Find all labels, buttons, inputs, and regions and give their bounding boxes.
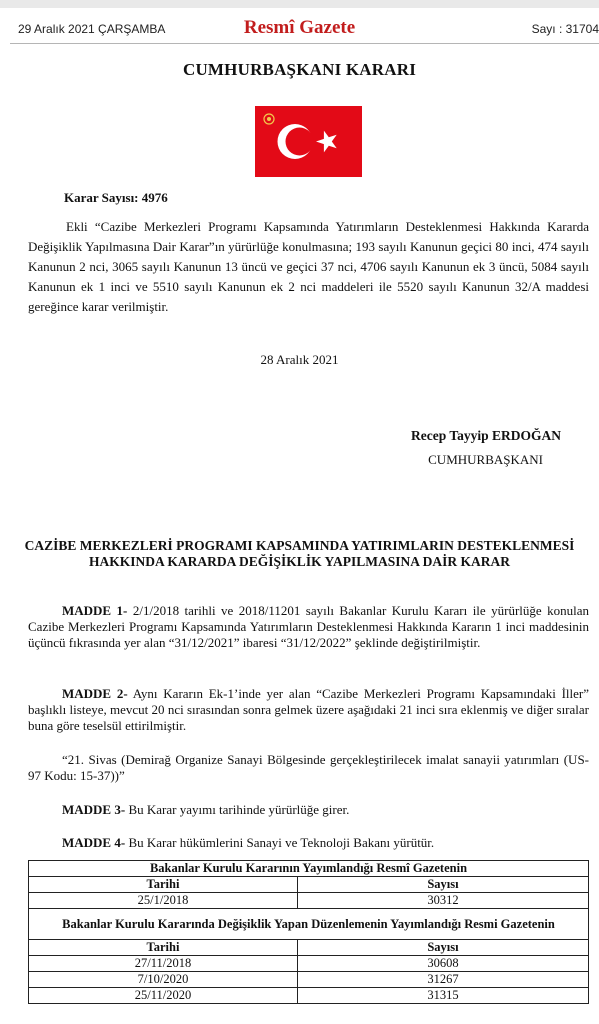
table-cell-date: 7/10/2020	[29, 972, 298, 988]
top-strip	[0, 0, 599, 8]
table-cell-date: 25/11/2020	[29, 988, 298, 1004]
table-row	[29, 877, 589, 893]
article-2-text: Aynı Kararın Ek-1’inde yer alan “Cazibe Merkezleri Programı Kapsamındaki İller” başlıklı listeye, mevcut 20 nci sırasından sonra gelmek üzere aşağıdaki 21 inci sıra eklenmiş ve diğer sıralar buna göre teselsül ettirilmiştir.	[28, 686, 589, 733]
table-row	[29, 988, 589, 1004]
col-number-header: Sayısı	[298, 877, 589, 893]
gazette-title: Resmî Gazete	[243, 17, 356, 38]
table-cell-date: 25/1/2018	[29, 893, 298, 909]
table-row	[29, 909, 589, 940]
signer-title: CUMHURBAŞKANI	[428, 452, 543, 467]
article-1-label: MADDE 1-	[62, 603, 128, 618]
col-date-header: Tarihi	[29, 877, 298, 893]
table-header-2: Bakanlar Kurulu Kararında Değişiklik Yapan Düzenlemenin Yayımlandığı Resmi Gazetenin	[29, 909, 589, 940]
article-2	[28, 686, 589, 734]
turkish-flag-icon	[255, 106, 362, 177]
signer-last-name: ERDOĞAN	[491, 428, 561, 443]
annex-title: CAZİBE MERKEZLERİ PROGRAMI KAPSAMINDA YATIRIMLARIN DESTEKLENMESİ HAKKINDA KARARDA DEĞİŞİKLİK YAPILMASINA DAİR KARAR	[24, 538, 575, 569]
article-1	[28, 603, 589, 651]
article-4-text: Bu Karar hükümlerini Sanayi ve Teknoloji Bakanı yürütür.	[128, 835, 435, 850]
table-row	[29, 861, 589, 877]
col-number-header: Sayısı	[298, 940, 589, 956]
decision-title: CUMHURBAŞKANI KARARI	[182, 60, 417, 79]
signer-first-name: Recep Tayyip	[410, 428, 489, 443]
table-cell-number: 31315	[298, 988, 589, 1004]
table-cell-number: 30608	[298, 956, 589, 972]
article-3	[28, 802, 589, 818]
table-row	[29, 940, 589, 956]
table-cell-number: 31267	[298, 972, 589, 988]
table-row	[29, 972, 589, 988]
reference-table	[28, 860, 589, 1004]
gazette-header	[0, 8, 599, 44]
header-divider	[10, 43, 599, 44]
decision-paragraph: Ekli “Cazibe Merkezleri Programı Kapsamında Yatırımların Desteklenmesi Hakkında Kararda Değişiklik Yapılmasına Dair Karar”ın yürürlüğe konulmasına; 193 sayılı Kanunun geçici 80 inci, 474 sayılı Kanunun 2 nci, 3065 sayılı Kanunun 13 üncü ve geçici 37 nci, 4706 sayılı Kanunun ek 3 üncü, 5084 sayılı Kanunun ek 1 inci ve 5510 sayılı Kanunun ek 2 nci maddeleri ile 5520 sayılı Kanunun 32/A maddesi gereğince karar verilmiştir.	[28, 219, 589, 314]
table-cell-number: 30312	[298, 893, 589, 909]
article-2-quote: “21. Sivas (Demirağ Organize Sanayi Bölgesinde gerçekleştirilecek imalat sanayii yatırımları (US-97 Kodu: 15-37))”	[28, 752, 589, 783]
table-row	[29, 893, 589, 909]
signature-date: 28 Aralık 2021	[260, 352, 339, 367]
issue-number: Sayı : 31704	[531, 22, 599, 36]
article-2-label: MADDE 2-	[62, 686, 128, 701]
header-date: 29 Aralık 2021 ÇARŞAMBA	[18, 22, 166, 36]
article-4	[28, 835, 589, 851]
decision-number: Karar Sayısı: 4976	[64, 190, 168, 205]
table-row	[29, 956, 589, 972]
article-3-label: MADDE 3-	[62, 802, 126, 817]
col-date-header: Tarihi	[29, 940, 298, 956]
article-4-label: MADDE 4-	[62, 835, 126, 850]
table-header-1: Bakanlar Kurulu Kararının Yayımlandığı Resmî Gazetenin	[29, 861, 589, 877]
article-1-text: 2/1/2018 tarihli ve 2018/11201 sayılı Bakanlar Kurulu Kararı ile yürürlüğe konulan Cazibe Merkezleri Programı Kapsamında Yatırımların Desteklenmesi Hakkında Kararın 1 inci maddesinin üçüncü fıkrasında yer alan “31/12/2021” ibaresi “31/12/2022” şeklinde değiştirilmiştir.	[28, 603, 590, 650]
signer-name	[411, 428, 561, 444]
article-3-text: Bu Karar yayımı tarihinde yürürlüğe girer.	[128, 802, 350, 817]
table-cell-date: 27/11/2018	[29, 956, 298, 972]
